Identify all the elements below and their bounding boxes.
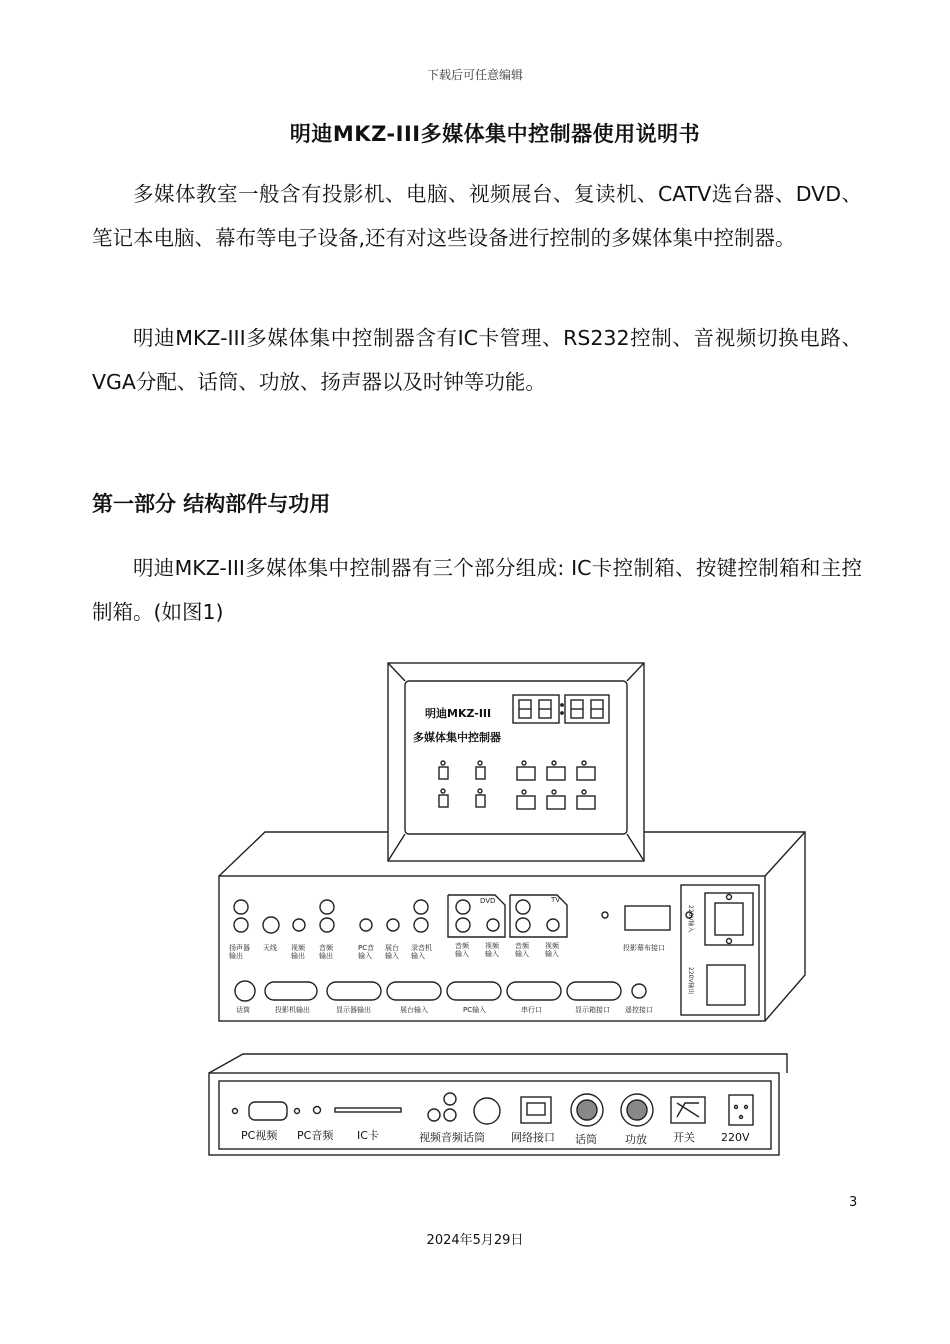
label-speaker-out: 扬声器输出: [229, 944, 250, 960]
label-ic-mic: 话筒: [575, 1133, 597, 1146]
label-audio-out: 音频输出: [319, 944, 333, 960]
label-av-mic: 视频音频话筒: [419, 1131, 485, 1144]
label-booth-input: 展台输入: [400, 1006, 428, 1014]
label-switch: 开关: [673, 1131, 695, 1144]
label-remote-port: 遥控接口: [625, 1006, 653, 1014]
label-display-port: 显示箱接口: [575, 1006, 610, 1014]
document-title: 明迪MKZ-III多媒体集中控制器使用说明书: [289, 122, 701, 146]
label-tv: TV: [551, 896, 561, 904]
label-video-out: 视频输出: [291, 944, 305, 960]
label-antenna: 天线: [263, 944, 277, 952]
label-ic-card: IC卡: [357, 1129, 379, 1142]
keypad-control-box: [388, 663, 644, 861]
label-pc-in: PC输入: [463, 1006, 487, 1014]
label-dvd-audio-in: 音频输入: [455, 942, 469, 958]
label-tv-audio-in: 音频输入: [515, 942, 529, 958]
section-heading: 第一部分 结构部件与功用: [92, 492, 331, 516]
label-pc-audio-in: PC音输入: [358, 944, 375, 960]
label-220v-in: 220V输入: [687, 905, 694, 933]
label-mic: 话筒: [236, 1006, 250, 1014]
label-network: 网络接口: [511, 1131, 555, 1144]
footer-date: 2024年5月29日: [426, 1233, 524, 1248]
label-screen-port: 投影幕布接口: [623, 944, 665, 952]
paragraph-intro: 多媒体教室一般含有投影机、电脑、视频展台、复读机、CATV选台器、DVD、笔记本电脑、幕布等电子设备,还有对这些设备进行控制的多媒体集中控制器。: [92, 182, 862, 250]
label-tv-video-in: 视频输入: [545, 942, 559, 958]
device-figure: [205, 655, 825, 1165]
label-dvd: DVD: [480, 897, 496, 905]
label-monitor-out: 显示器输出: [336, 1006, 371, 1014]
label-220v: 220V: [721, 1131, 750, 1144]
label-pc-video: PC视频: [241, 1129, 278, 1142]
page-number: 3: [849, 1195, 858, 1210]
label-220v-out: 220V输出: [687, 967, 694, 995]
paragraph-features: 明迪MKZ-III多媒体集中控制器含有IC卡管理、RS232控制、音视频切换电路、VGA分配、话筒、功放、扬声器以及时钟等功能。: [92, 326, 862, 394]
label-amplifier: 功放: [625, 1133, 647, 1146]
keypad-label-model: 明迪MKZ-III: [425, 707, 492, 720]
label-booth-in: 展台输入: [385, 944, 399, 960]
paragraph-components: 明迪MKZ-III多媒体集中控制器有三个部分组成: IC卡控制箱、按键控制箱和主控制箱。(如图1): [92, 556, 862, 624]
header-note: 下载后可任意编辑: [426, 68, 523, 82]
label-serial: 串行口: [521, 1006, 542, 1014]
label-projector-out: 投影机输出: [275, 1006, 310, 1014]
ic-card-box: [209, 1054, 787, 1155]
keypad-label-name: 多媒体集中控制器: [413, 731, 501, 744]
label-pc-audio: PC音频: [297, 1129, 334, 1142]
label-dvd-video-in: 视频输入: [485, 942, 499, 958]
label-recorder-in: 录音机输入: [411, 944, 432, 960]
